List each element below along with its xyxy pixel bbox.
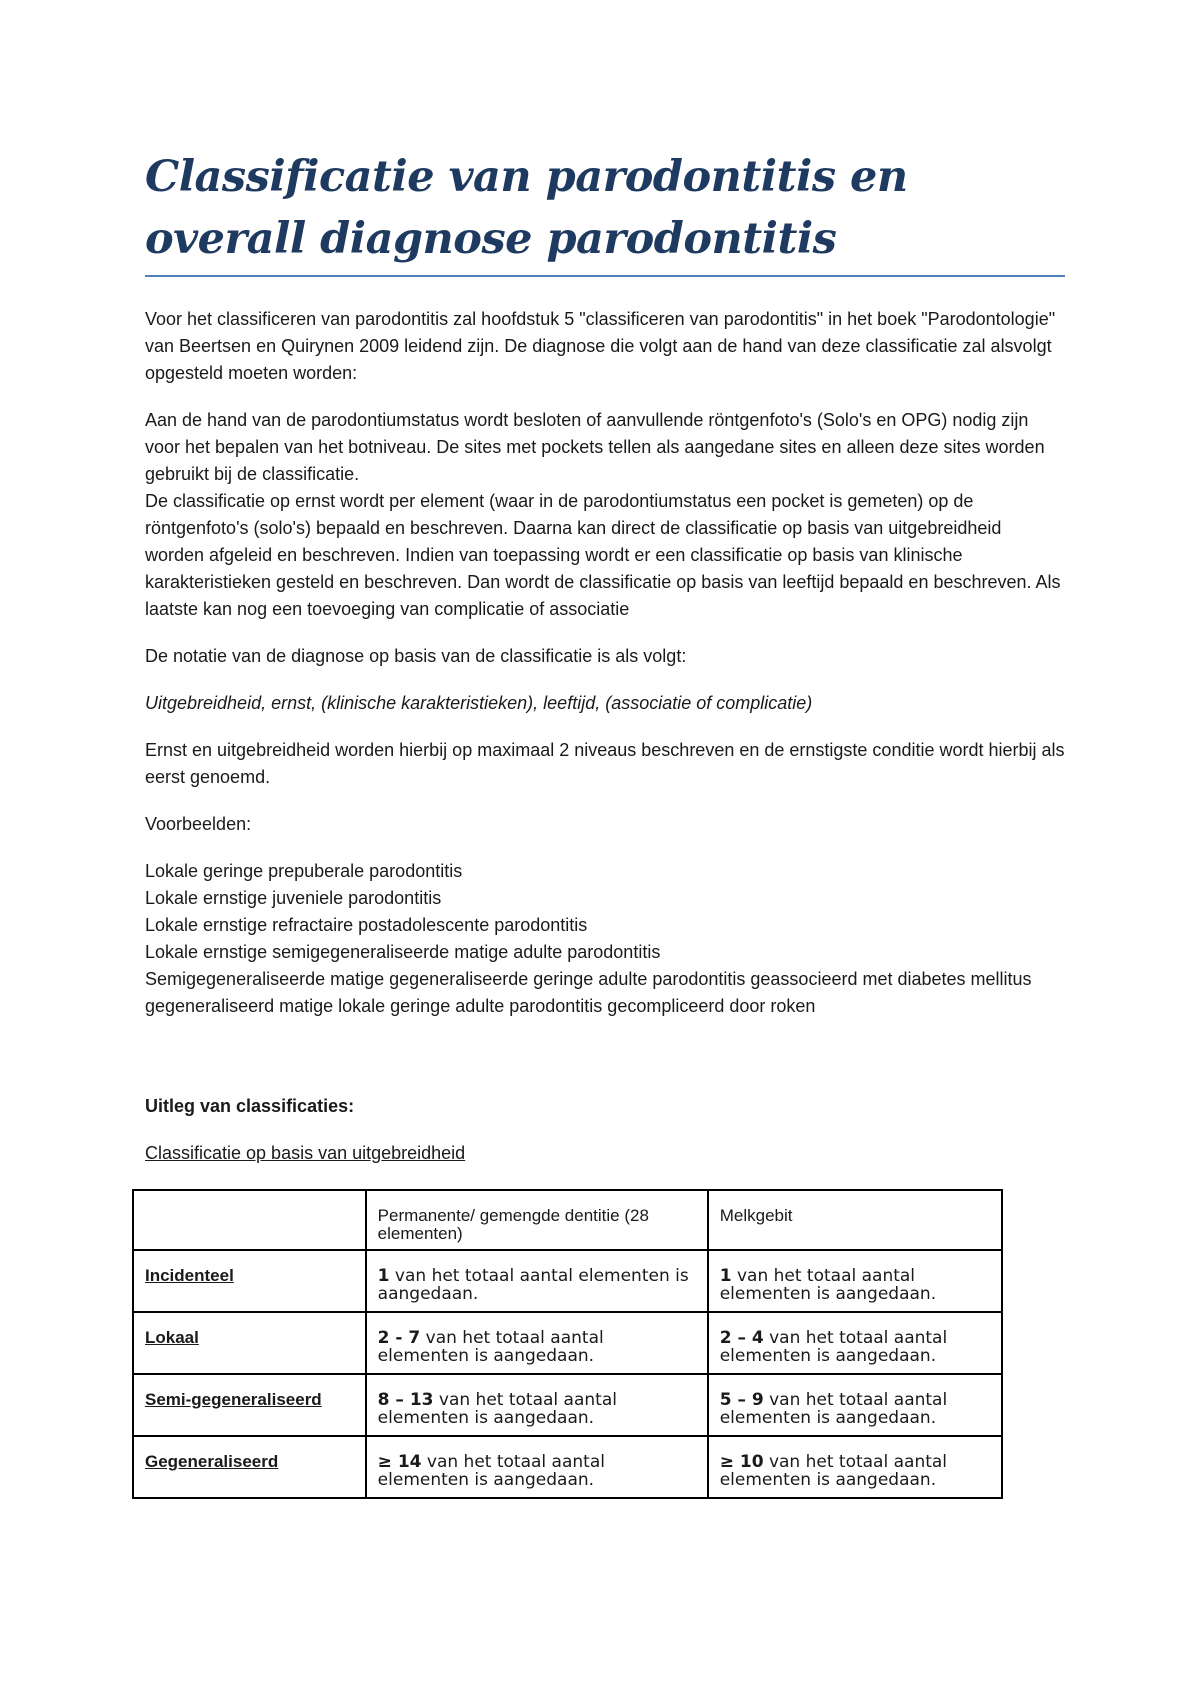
cell-number: ≥ 14 bbox=[377, 1452, 422, 1472]
cell-text: van het totaal aantal elementen is aangedaan. bbox=[719, 1328, 948, 1366]
row-label: Lokaal bbox=[145, 1328, 199, 1347]
cell-text: van het totaal aantal elementen is aangedaan. bbox=[377, 1452, 605, 1490]
table-header-row bbox=[133, 1190, 1002, 1250]
cell-milk bbox=[708, 1436, 1002, 1498]
intro-paragraph: Voor het classificeren van parodontitis zal hoofdstuk 5 "classificeren van parodontitis" in het boek "Parodontologie" van Beertsen en Quirynen 2009 leidend zijn. De diagnose die volgt aan de hand van deze classificatie zal alsvolgt opgesteld moeten worden: bbox=[145, 309, 1056, 383]
cell-text: van het totaal aantal elementen is aangedaan. bbox=[719, 1452, 948, 1490]
header-cell-milk: Melkgebit bbox=[708, 1190, 1002, 1250]
cell-number: ≥ 10 bbox=[719, 1452, 764, 1472]
cell-milk bbox=[708, 1250, 1002, 1312]
procedure-paragraph-1: Aan de hand van de parodontiumstatus wordt besloten of aanvullende röntgenfoto's (Solo's en OPG) nodig zijn voor het bepalen van het botniveau. De sites met pockets tellen als aangedane sites en alleen deze sites worden gebruikt bij de classificatie. bbox=[145, 410, 1045, 484]
cell-permanent bbox=[366, 1374, 708, 1436]
table-row bbox=[133, 1436, 1002, 1498]
table-caption: Classificatie op basis van uitgebreidheid bbox=[145, 1143, 466, 1163]
example-item: gegeneraliseerd matige lokale geringe adulte parodontitis gecompliceerd door roken bbox=[145, 996, 816, 1016]
procedure-paragraph-2: De classificatie op ernst wordt per element (waar in de parodontiumstatus een pocket is gemeten) op de röntgenfoto's (solo's) bepaald en beschreven. Daarna kan direct de classificatie op basis van uitgebreidheid worden afgeleid en beschreven. Indien van toepassing wordt er een classificatie op basis van klinische karakteristieken gesteld en beschreven. Dan wordt de classificatie op basis van leeftijd bepaald en beschreven. Als laatste kan nog een toevoeging van complicatie of associatie bbox=[145, 491, 1061, 619]
example-item: Lokale geringe prepuberale parodontitis bbox=[145, 861, 463, 881]
cell-number: 2 - 7 bbox=[377, 1328, 421, 1348]
cell-number: 5 – 9 bbox=[719, 1390, 764, 1410]
cell-permanent bbox=[366, 1312, 708, 1374]
cell-number: 8 – 13 bbox=[377, 1390, 434, 1410]
cell-number: 1 bbox=[377, 1266, 390, 1286]
row-label: Incidenteel bbox=[145, 1266, 234, 1285]
row-label: Semi-gegeneraliseerd bbox=[145, 1390, 322, 1409]
example-item: Lokale ernstige refractaire postadolescente parodontitis bbox=[145, 915, 588, 935]
header-cell-permanent: Permanente/ gemengde dentitie (28 elementen) bbox=[366, 1190, 708, 1250]
row-label: Gegeneraliseerd bbox=[145, 1452, 279, 1471]
document-body bbox=[145, 306, 1065, 1040]
table-row bbox=[133, 1250, 1002, 1312]
cell-text: van het totaal aantal elementen is aangedaan. bbox=[719, 1390, 948, 1428]
section-heading: Uitleg van classificaties: bbox=[145, 1096, 355, 1116]
cell-permanent bbox=[366, 1436, 708, 1498]
header-cell-empty bbox=[133, 1190, 366, 1250]
table-row bbox=[133, 1374, 1002, 1436]
cell-text: van het totaal aantal elementen is aangedaan. bbox=[377, 1390, 617, 1428]
example-item: Semigegeneraliseerde matige gegeneraliseerde geringe adulte parodontitis geassocieerd met diabetes mellitus bbox=[145, 969, 1032, 989]
cell-text: van het totaal aantal elementen is aangedaan. bbox=[377, 1266, 689, 1304]
cell-text: van het totaal aantal elementen is aangedaan. bbox=[377, 1328, 604, 1366]
example-item: Lokale ernstige juveniele parodontitis bbox=[145, 888, 442, 908]
cell-number: 2 – 4 bbox=[719, 1328, 764, 1348]
examples-list bbox=[145, 858, 1065, 1020]
cell-number: 1 bbox=[719, 1266, 732, 1286]
example-item: Lokale ernstige semigegeneraliseerde matige adulte parodontitis bbox=[145, 942, 661, 962]
table-row bbox=[133, 1312, 1002, 1374]
cell-permanent bbox=[366, 1250, 708, 1312]
examples-label: Voorbeelden: bbox=[145, 814, 252, 834]
cell-milk bbox=[708, 1374, 1002, 1436]
cell-text: van het totaal aantal elementen is aangedaan. bbox=[719, 1266, 937, 1304]
cell-milk bbox=[708, 1312, 1002, 1374]
page-title: Classificatie van parodontitis en overall diagnose parodontitis bbox=[145, 152, 908, 264]
title-divider bbox=[145, 275, 1065, 277]
notation-formula: Uitgebreidheid, ernst, (klinische karakteristieken), leeftijd, (associatie of complicatie) bbox=[145, 693, 813, 713]
classification-table bbox=[132, 1189, 1003, 1499]
notation-intro: De notatie van de diagnose op basis van de classificatie is als volgt: bbox=[145, 646, 687, 666]
notation-rule: Ernst en uitgebreidheid worden hierbij op maximaal 2 niveaus beschreven en de ernstigste conditie wordt hierbij als eerst genoemd. bbox=[145, 740, 1065, 787]
